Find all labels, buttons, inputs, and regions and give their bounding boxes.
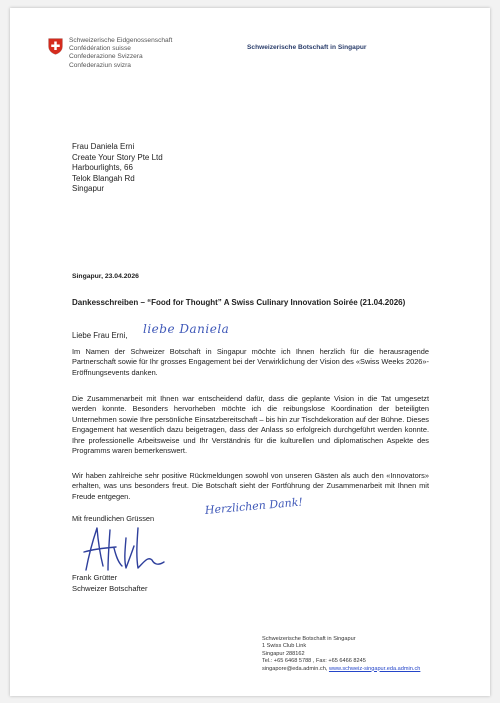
- recipient-line: Telok Blangah Rd: [72, 173, 135, 183]
- letter-date: Singapur, 23.04.2026: [72, 273, 139, 280]
- handwritten-greeting: liebe Daniela: [143, 322, 230, 336]
- footer-contact-line: [262, 666, 420, 673]
- footer-line: Schweizerische Botschaft in Singapur: [262, 636, 356, 642]
- footer-line: Tel.: +65 6468 5788 , Fax: +65 6466 8245: [262, 658, 366, 665]
- swiss-crest-icon: [48, 38, 63, 55]
- letter-page: [10, 8, 490, 696]
- handwritten-note: Herzlichen Dank!: [204, 495, 304, 517]
- greeting-text: Liebe Frau Erni: [72, 331, 126, 340]
- footer-website-link[interactable]: www.schweiz-singapur.eda.admin.ch: [328, 665, 421, 672]
- recipient-line: Singapur: [72, 184, 105, 194]
- footer-email: singapore@eda.admin.ch: [262, 665, 326, 672]
- confederation-line: Confederaziun svizra: [69, 61, 131, 69]
- recipient-line: Harbourlights, 66: [72, 163, 133, 173]
- footer-line: 1 Swiss Club Link: [262, 643, 307, 650]
- closing: Mit freundlichen Grüssen: [72, 514, 155, 523]
- embassy-header: Schweizerische Botschaft in Singapur: [247, 44, 367, 51]
- recipient-address: [72, 142, 163, 195]
- embassy-footer: [262, 636, 420, 673]
- recipient-line: Create Your Story Pte Ltd: [72, 152, 163, 162]
- signatory-name: Frank Grütter: [72, 573, 118, 582]
- signatory-title: Schweizer Botschafter: [72, 583, 148, 593]
- recipient-line: Frau Daniela Erni: [72, 142, 135, 151]
- body-paragraph: Die Zusammenarbeit mit Ihnen war entscheidend dafür, dass die geplante Vision in die Tat umgesetzt werden konnte. Besonders hervorheben möchte ich die reibungslose Koordination der beteiligten Unternehmen sowie Ihre persönliche Einsatzbereitschaft – bis hin zur Tischdekoration auf der Bühne. Dieses Engagement hat wesentlich dazu beigetragen, dass der Anlass so erfolgreich durchgeführt werden konnte. Ihre professionelle Arbeitsweise und Ihr Verständnis für die kulturellen und diplomatischen Aspekte des Programms waren bemerkenswert.: [72, 394, 429, 456]
- confederation-line: Schweizerische Eidgenossenschaft: [69, 37, 173, 44]
- footer-line: Singapur 288162: [262, 650, 305, 657]
- confederation-line: Confédération suisse: [69, 45, 131, 53]
- confederation-names: [69, 37, 172, 70]
- greeting: Liebe Frau Erni,: [72, 331, 128, 340]
- body-paragraph: Wir haben zahlreiche sehr positive Rückmeldungen sowohl von unseren Gästen als auch den «Innovators» erhalten, was uns besonders freut. Die Botschaft sieht der Fortführung der Zusammenarbeit mit Ihnen mit Freude entgegen.: [72, 471, 429, 501]
- footer-separator: ,: [325, 665, 329, 672]
- letter-subject: Dankesschreiben – “Food for Thought” A Swiss Culinary Innovation Soirée (21.04.2026): [72, 298, 406, 307]
- confederation-line: Confederazione Svizzera: [69, 53, 143, 61]
- signatory-block: [72, 573, 148, 594]
- body-paragraph: Im Namen der Schweizer Botschaft in Singapur möchte ich Ihnen herzlich für die herausragende Partnerschaft sowie für Ihr grosses Engagement bei der Verwirklichung der Vision des «Swiss Weeks 2026»-Eröffnungsevents danken.: [72, 347, 429, 377]
